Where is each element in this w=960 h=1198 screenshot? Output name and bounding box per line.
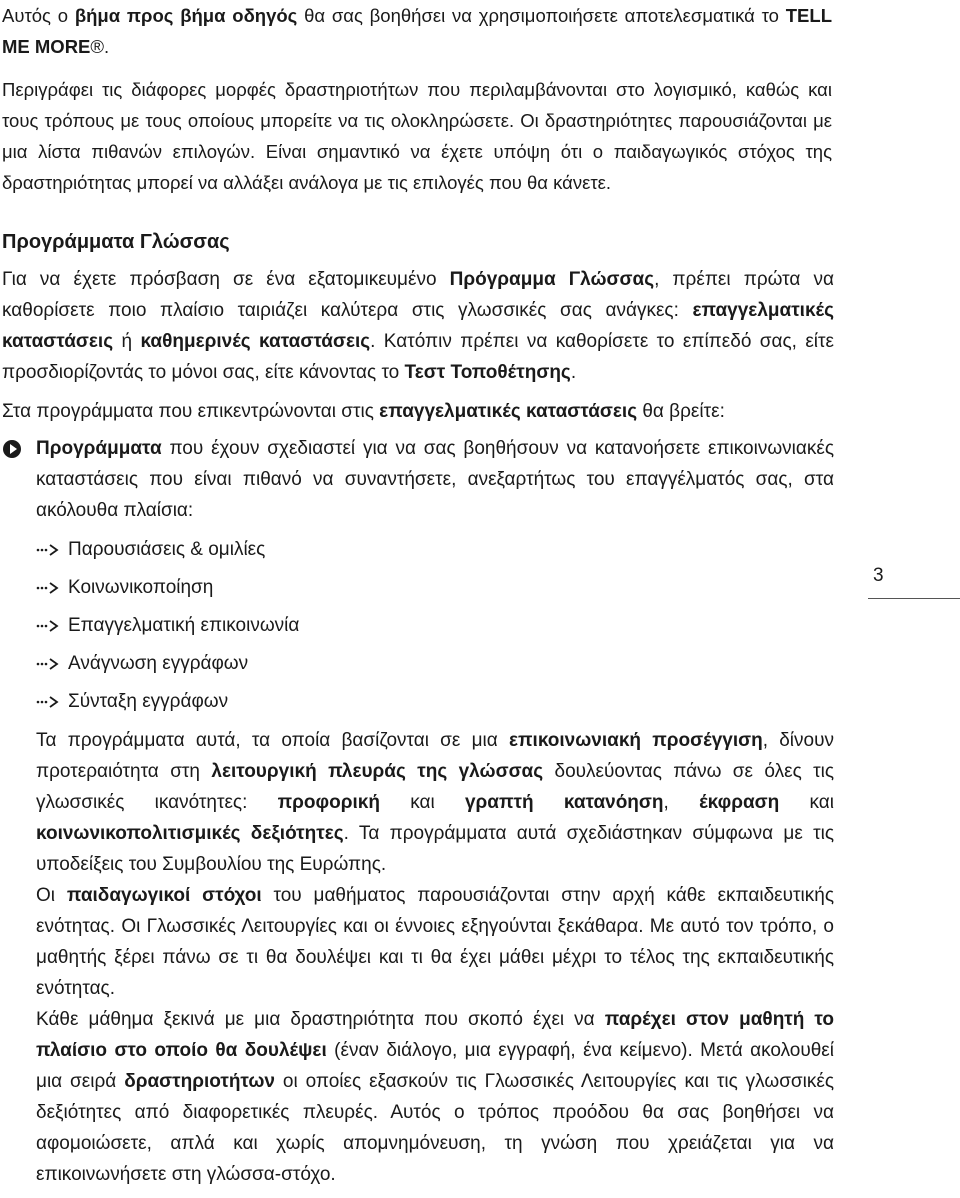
bold-text-run: παρέχει στον μαθητή το πλαίσιο στο οποίο θα δουλέψει — [36, 1009, 834, 1061]
sub-item — [36, 649, 248, 679]
sub-item-label: Παρουσιάσεις & ομιλίες — [68, 539, 266, 560]
text-run: . Τα προγράμματα αυτά σχεδιάστηκαν σύμφωνα με τις υποδείξεις του Συμβουλίου της Ευρώπης. — [36, 823, 834, 875]
text-run: δουλεύοντας πάνω σε όλες τις γλωσσικές ικανότητες: — [36, 761, 834, 813]
text-run: και — [779, 792, 834, 813]
sub-item — [36, 573, 213, 603]
bold-text-run: Πρόγραμμα Γλώσσας — [449, 269, 655, 290]
bold-text-run: επαγγελματικές καταστάσεις — [379, 401, 638, 422]
bold-text-run: επικοινωνιακή προσέγγιση — [508, 730, 763, 751]
text-run: οι οποίες εξασκούν τις Γλωσσικές Λειτουργίες και τις γλωσσικές δεξιότητες από διαφορετικές πλευρές. Αυτός ο τρόπος προόδου θα σας βοηθήσει να αφομοιώσετε, απλά και χωρίς απομνημόνευση, τη γνώση που χρειάζεται για να επικοινωνήσετε στη γλώσσα-στόχο. — [36, 1071, 835, 1185]
text-run: θα σας βοηθήσει να χρησιμοποιήσετε αποτελεσματικά το — [297, 5, 786, 26]
bold-text-run: παιδαγωγικοί στόχοι — [66, 885, 262, 906]
bold-text-run: Τεστ Τοποθέτησης — [404, 362, 571, 383]
bold-text-run: Προγράμματα — [36, 438, 162, 459]
text-run: , — [663, 792, 700, 813]
page-number: 3 — [873, 565, 884, 586]
sub-item — [36, 687, 228, 717]
bold-text-run: έκφραση — [699, 792, 780, 813]
bold-text-run: καθημερινές καταστάσεις — [140, 331, 371, 352]
text-run: Τα προγράμματα αυτά, τα οποία βασίζονται σε μια — [36, 730, 509, 751]
sub-item-label: Κοινωνικοποίηση — [68, 577, 214, 598]
text-run: Στα προγράμματα που επικεντρώνονται στις — [2, 401, 380, 422]
bold-text-run: TELL ME MORE — [2, 5, 832, 57]
text-run: που έχουν σχεδιαστεί για να σας βοηθήσουν να κατανοήσετε επικοινωνιακές καταστάσεις που είναι πιθανό να συναντήσετε, ανεξαρτήτως του επαγγέλματός σας, στα ακόλουθα πλαίσια: — [36, 438, 834, 521]
text-run: Για να έχετε πρόσβαση σε ένα εξατομικευμένο — [2, 269, 450, 290]
lesson-paragraph — [36, 1004, 834, 1190]
text-run: . Κατόπιν πρέπει να καθορίσετε το επίπεδό σας, είτε προσδιορίζοντάς το μόνοι σας, είτε κάνοντας το — [2, 331, 835, 383]
sub-item — [36, 535, 265, 565]
bold-text-run: κοινωνικοπολιτισμικές δεξιότητες — [36, 823, 344, 844]
bullet-paragraph — [36, 433, 834, 526]
sub-item-label: Ανάγνωση εγγράφων — [68, 653, 249, 674]
text-run: Αυτός ο — [2, 5, 75, 26]
text-run: ή — [113, 331, 141, 352]
section-heading: Προγράμματα Γλώσσας — [2, 231, 230, 253]
text-run: (έναν διάλογο, μια εγγραφή, ένα κείμενο). Μετά ακολουθεί μια σειρά — [36, 1040, 834, 1092]
bold-text-run: λειτουργική πλευράς της γλώσσας — [211, 761, 544, 782]
text-run: , πρέπει πρώτα να καθορίσετε ποιο πλαίσιο ταιριάζει καλύτερα στις γλωσσικές σας ανάγκες: — [2, 269, 834, 321]
bold-text-run: προφορική — [277, 792, 380, 813]
access-paragraph — [2, 264, 834, 388]
play-bullet-icon — [3, 440, 21, 458]
text-run: . — [570, 362, 577, 383]
text-run: ®. — [90, 36, 110, 57]
sub-item-label: Επαγγελματική επικοινωνία — [68, 615, 300, 636]
sub-item — [36, 611, 299, 641]
intro-paragraph — [2, 0, 832, 62]
bold-text-run: γραπτή κατανόηση — [464, 792, 664, 813]
text-run: και — [379, 792, 465, 813]
programs-paragraph — [36, 725, 834, 880]
dotted-arrow-icon — [36, 695, 62, 709]
text-run: θα βρείτε: — [637, 401, 725, 422]
text-run: Κάθε μάθημα ξεκινά με μια δραστηριότητα που σκοπό έχει να — [36, 1009, 605, 1030]
sub-item-label: Σύνταξη εγγράφων — [68, 691, 229, 712]
find-paragraph — [2, 396, 834, 427]
text-run: , δίνουν προτεραιότητα στη — [36, 730, 834, 782]
page-number-rule — [868, 598, 960, 599]
dotted-arrow-icon — [36, 657, 62, 671]
bold-text-run: επαγγελματικές καταστάσεις — [2, 300, 834, 352]
dotted-arrow-icon — [36, 619, 62, 633]
text-run: Οι — [36, 885, 67, 906]
dotted-arrow-icon — [36, 581, 62, 595]
text-run: του μαθήματος παρουσιάζονται στην αρχή κάθε εκπαιδευτικής ενότητας. Οι Γλωσσικές Λειτουργίες και οι έννοιες εξηγούνται ξεκάθαρα. Με αυτό τον τρόπο, ο μαθητής ξέρει πάνω σε τι θα δουλέψει και τι θα έχει μάθει μέχρι το τέλος της εκπαιδευτικής ενότητας. — [36, 885, 834, 999]
bold-text-run: δραστηριοτήτων — [124, 1071, 275, 1092]
text-run: Περιγράφει τις διάφορες μορφές δραστηριοτήτων που περιλαμβάνονται στο λογισμικό, καθώς και τους τρόπους με τους οποίους μπορείτε να τις ολοκληρώσετε. Οι δραστηριότητες παρουσιάζονται με μια λίστα πιθανών επιλογών. Είναι σημαντικό να έχετε υπόψη ότι ο παιδαγωγικός στόχος της δραστηριότητας μπορεί να αλλάξει ανάλογα με τις επιλογές που θα κάνετε. — [2, 79, 832, 193]
dotted-arrow-icon — [36, 543, 62, 557]
bold-text-run: βήμα προς βήμα οδηγός — [74, 5, 298, 26]
goals-paragraph — [36, 880, 834, 1004]
intro-description-paragraph — [2, 74, 832, 198]
